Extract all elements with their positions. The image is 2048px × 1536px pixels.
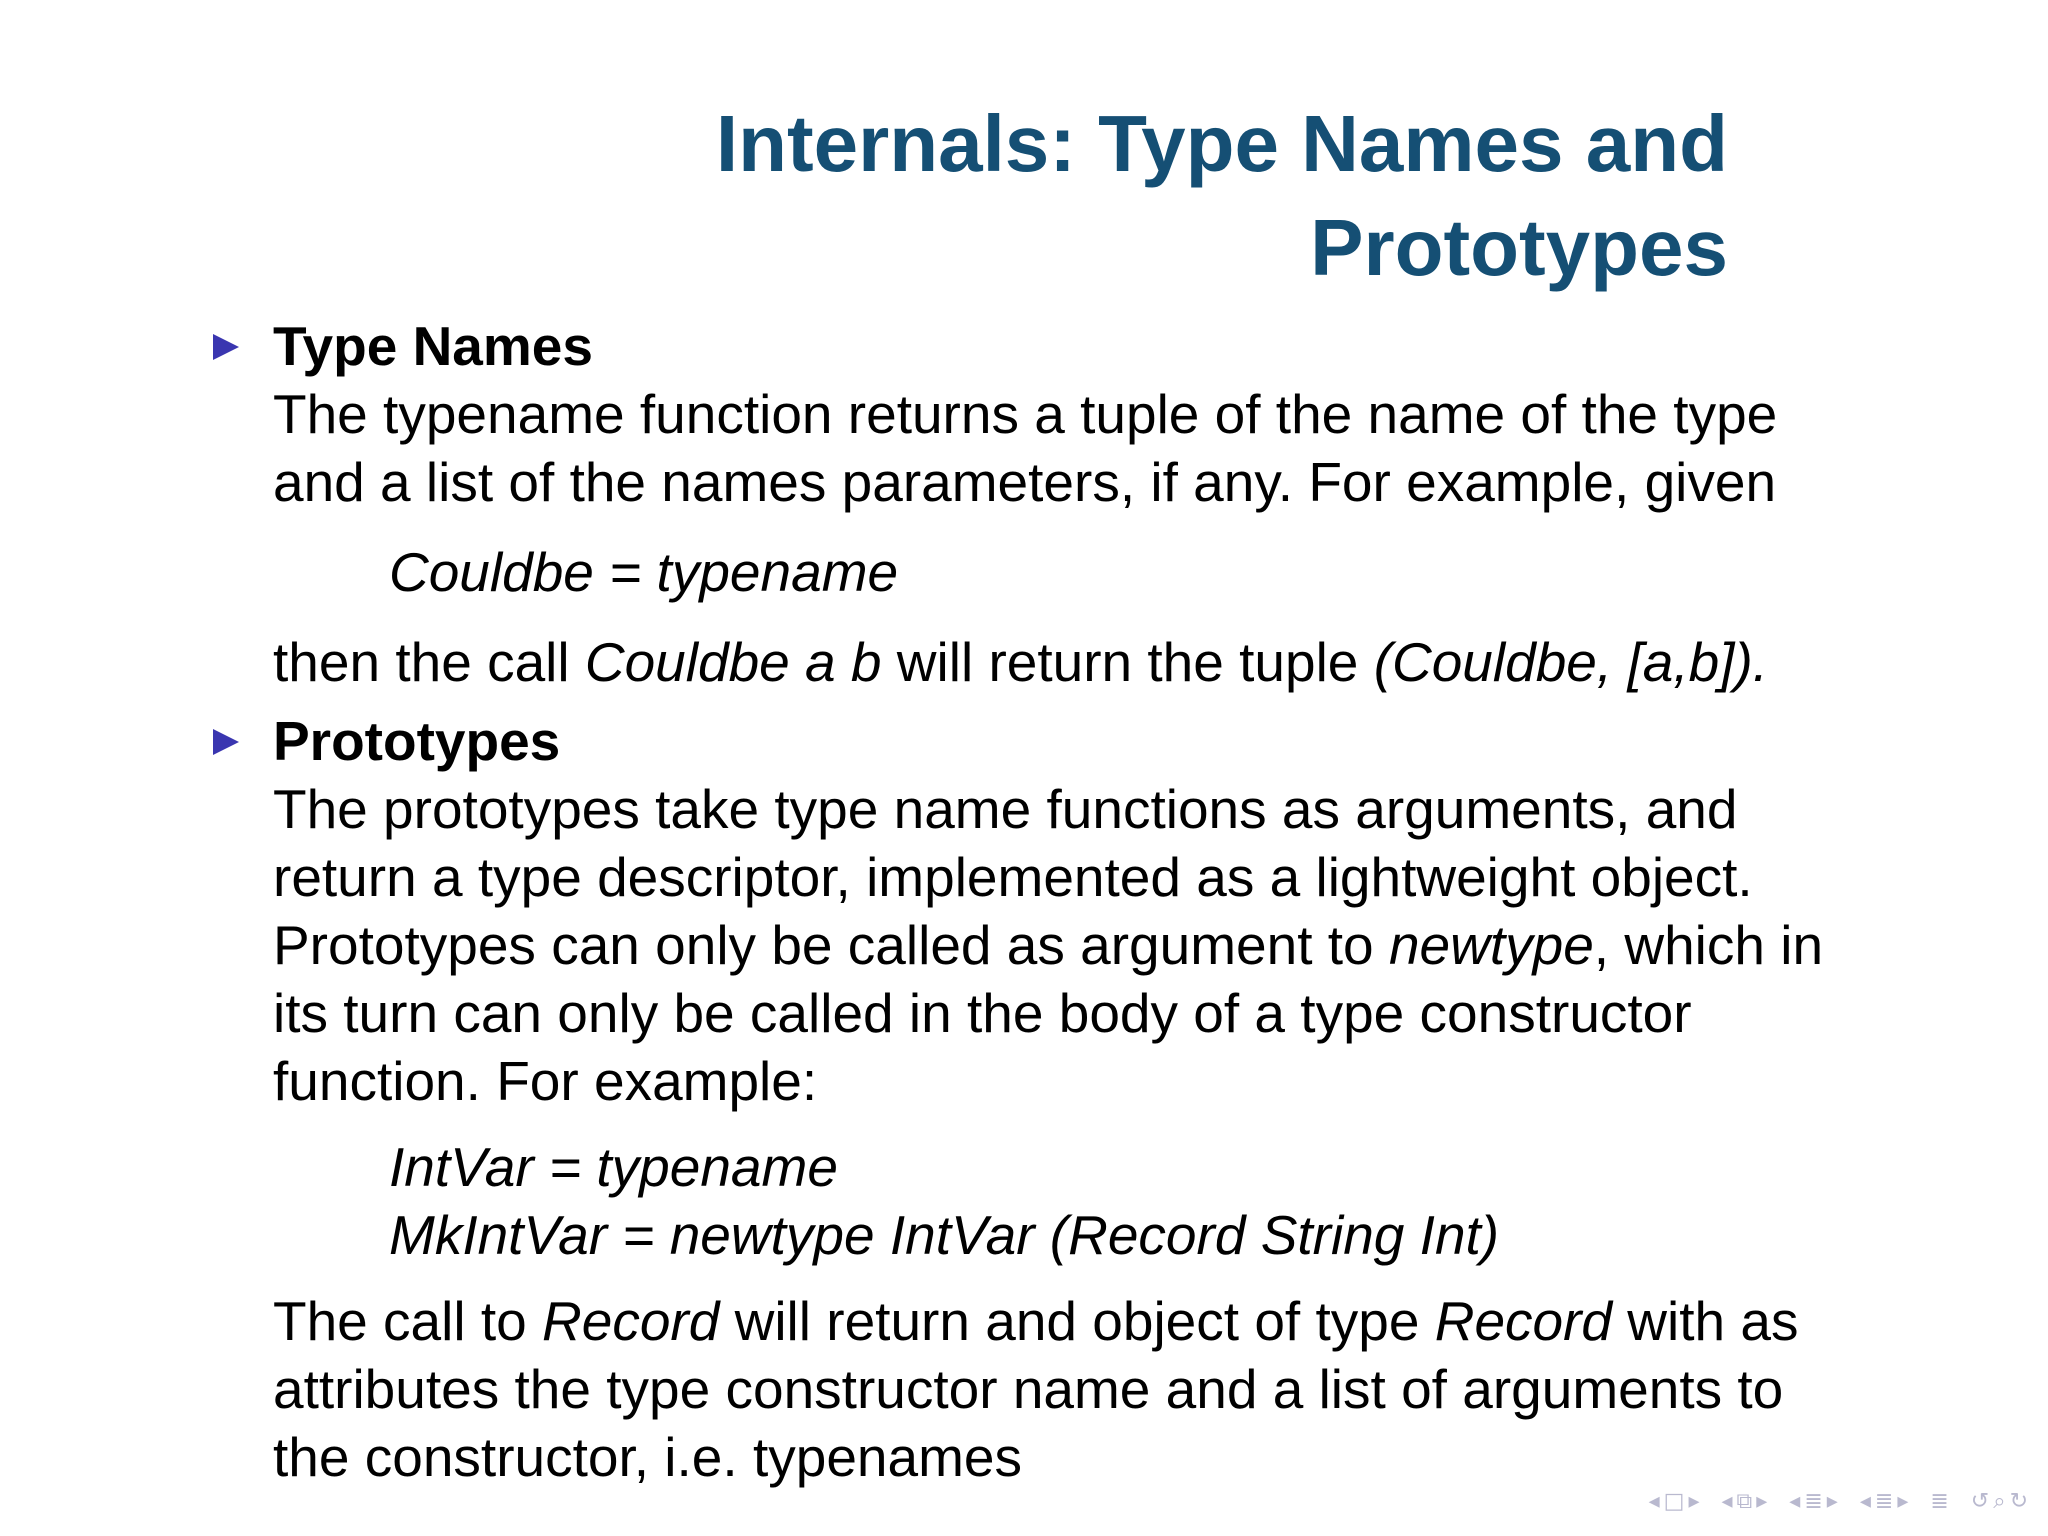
- paragraph-line: and a list of the names parameters, if any. For example, given: [273, 451, 1777, 513]
- nav-search-group: [1971, 1491, 2028, 1513]
- text-run-italic: newtype: [1388, 914, 1594, 976]
- paragraph-line: The typename function returns a tuple of the name of the type: [273, 383, 1778, 445]
- nav-left-icon[interactable]: ◂: [1859, 1489, 1871, 1514]
- paragraph-line: The prototypes take type name functions as arguments, and: [273, 778, 1738, 840]
- text-run-italic: Couldbe a b: [584, 631, 882, 693]
- section-icon[interactable]: ≣: [1804, 1489, 1823, 1514]
- nav-subsection-group: [1721, 1491, 1767, 1513]
- text-run: will return the tuple: [881, 631, 1374, 693]
- nav-frame-group: [1649, 1491, 1700, 1513]
- frame-icon[interactable]: □: [1663, 1489, 1685, 1514]
- toc-icon[interactable]: ≣: [1930, 1489, 1949, 1514]
- slide-list-icon[interactable]: ≣: [1874, 1489, 1894, 1514]
- code-example: [273, 1133, 1873, 1269]
- text-run: , which in: [1593, 914, 1824, 976]
- item-paragraph: [273, 1287, 1873, 1491]
- bullet-triangle-icon: [213, 334, 239, 360]
- text-run: will return and object of type: [719, 1290, 1435, 1352]
- text-run-italic: Record: [1434, 1290, 1613, 1352]
- back-icon[interactable]: ↺: [1970, 1489, 1990, 1514]
- bullet-triangle-icon: [213, 729, 239, 755]
- paragraph-line: [273, 911, 1873, 979]
- code-line: IntVar = typename: [389, 1136, 838, 1198]
- nav-left-icon[interactable]: ◂: [1648, 1489, 1660, 1514]
- code-line: MkIntVar = newtype IntVar (Record String Int): [389, 1204, 1500, 1266]
- nav-section-group: [1789, 1491, 1838, 1513]
- item-paragraph: [273, 628, 1873, 696]
- nav-right-icon[interactable]: ▸: [1688, 1489, 1700, 1514]
- paragraph-line: its turn can only be called in the body of a type constructor: [273, 982, 1692, 1044]
- paragraph-line: [273, 1287, 1873, 1355]
- paragraph-line: [273, 628, 1873, 696]
- text-run-italic: (Couldbe, [a,b]).: [1373, 631, 1769, 693]
- nav-left-icon[interactable]: ◂: [1721, 1489, 1733, 1514]
- nav-right-icon[interactable]: ▸: [1756, 1489, 1768, 1514]
- text-run: The call to: [273, 1290, 543, 1352]
- item-paragraph: [273, 775, 1873, 1115]
- code-example: [273, 538, 1873, 606]
- text-run-italic: Record: [542, 1290, 720, 1352]
- slide-title-line1: Internals: Type Names and: [715, 99, 1728, 188]
- nav-toc-group: [1930, 1491, 1948, 1513]
- paragraph-line: attributes the type constructor name and a list of arguments to: [273, 1358, 1784, 1420]
- nav-slide-group: [1860, 1491, 1909, 1513]
- slide-title: [528, 92, 1728, 300]
- nav-right-icon[interactable]: ▸: [1826, 1489, 1838, 1514]
- text-run: then the call: [273, 631, 585, 693]
- item-heading: Type Names: [273, 315, 593, 377]
- nav-left-icon[interactable]: ◂: [1789, 1489, 1801, 1514]
- item-heading: Prototypes: [273, 710, 561, 772]
- bullet-item-type-names: [273, 312, 1873, 696]
- item-paragraph: [273, 380, 1873, 516]
- forward-icon[interactable]: ↻: [2009, 1489, 2028, 1514]
- text-run: with as: [1612, 1290, 1799, 1352]
- paragraph-line: the constructor, i.e. typenames: [273, 1426, 1022, 1488]
- slide-title-line2: Prototypes: [1310, 203, 1728, 292]
- code-line: Couldbe = typename: [389, 541, 899, 603]
- text-run: Prototypes can only be called as argument to: [273, 914, 1389, 976]
- search-icon[interactable]: ⌕: [1993, 1489, 2006, 1514]
- paragraph-line: function. For example:: [273, 1050, 818, 1112]
- subsection-icon[interactable]: ⧉: [1736, 1489, 1753, 1514]
- beamer-navigation-bar: [1649, 1482, 2028, 1522]
- nav-right-icon[interactable]: ▸: [1897, 1489, 1909, 1514]
- paragraph-line: return a type descriptor, implemented as a lightweight object.: [273, 846, 1753, 908]
- bullet-item-prototypes: [273, 707, 1873, 1491]
